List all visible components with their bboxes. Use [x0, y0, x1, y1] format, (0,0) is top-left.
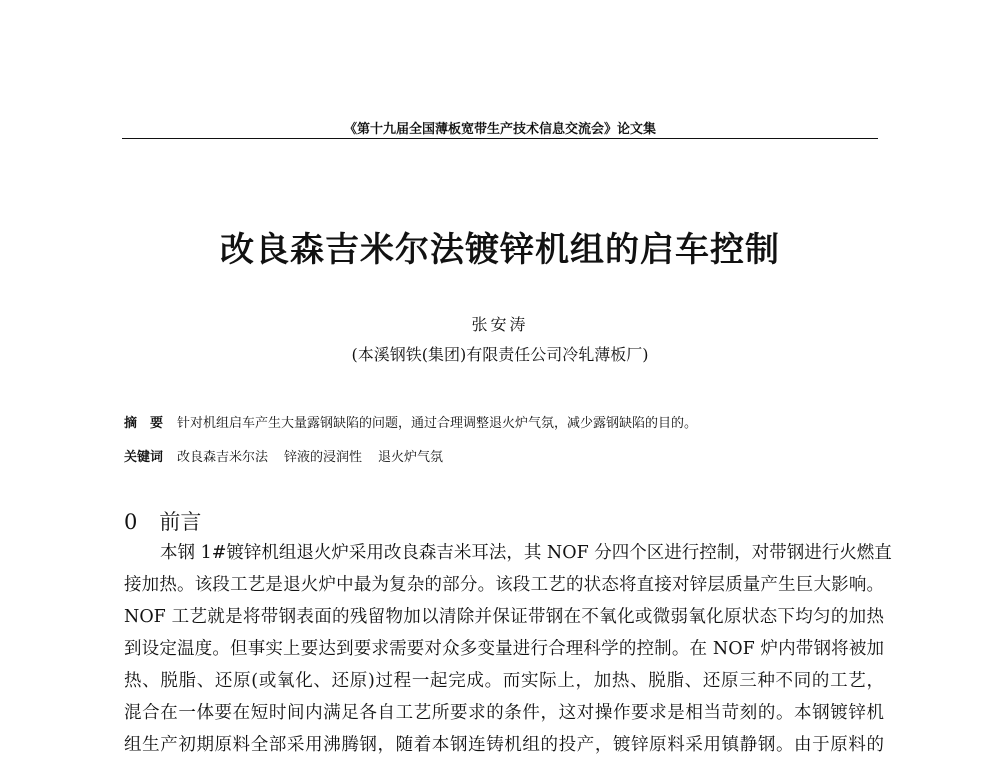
keyword: 退火炉气氛	[378, 450, 444, 465]
affiliation: (本溪钢铁(集团)有限责任公司冷轧薄板厂)	[351, 345, 649, 364]
keyword: 锌液的浸润性	[284, 450, 363, 465]
body-line: 组生产初期原料全部采用沸腾钢，随着本钢连铸机组的投产，镀锌原料采用镇静钢。由于原料的	[124, 735, 884, 755]
running-header: 《第十九届全国薄板宽带生产技术信息交流会》论文集	[343, 122, 656, 137]
abstract-label: 摘 要	[124, 416, 164, 431]
keyword: 改良森吉米尔法	[177, 450, 269, 465]
author: 张安涛	[471, 315, 529, 334]
body-line: 接加热。该段工艺是退火炉中最为复杂的部分。该段工艺的状态将直接对锌层质量产生巨大影响。	[124, 575, 884, 595]
body-line: 混合在一体要在短时间内满足各自工艺所要求的条件，这对操作要求是相当苛刻的。本钢镀锌机	[124, 703, 884, 723]
abstract-text: 针对机组启车产生大量露钢缺陷的问题，通过合理调整退火炉气氛，减少露钢缺陷的目的。	[177, 416, 698, 431]
keywords	[124, 446, 459, 465]
body-line: NOF 工艺就是将带钢表面的残留物加以清除并保证带钢在不氧化或微弱氧化原状态下均匀的加热	[124, 607, 884, 627]
section-heading	[124, 506, 201, 536]
body-line: 本钢 1#镀锌机组退火炉采用改良森吉米耳法，其 NOF 分四个区进行控制，对带钢进行火燃直	[160, 543, 892, 563]
section-title: 前言	[159, 510, 202, 534]
abstract	[124, 412, 697, 431]
keywords-label: 关键词	[124, 450, 164, 465]
body-line: 到设定温度。但事实上要达到要求需要对众多变量进行合理科学的控制。在 NOF 炉内带钢将被加	[124, 639, 884, 659]
header-rule	[122, 138, 878, 139]
paper-title: 改良森吉米尔法镀锌机组的启车控制	[220, 230, 780, 270]
body-paragraph	[124, 540, 892, 764]
section-number: 0	[124, 510, 138, 534]
body-line: 热、脱脂、还原(或氧化、还原)过程一起完成。而实际上，加热、脱脂、还原三种不同的工艺，	[124, 671, 884, 691]
